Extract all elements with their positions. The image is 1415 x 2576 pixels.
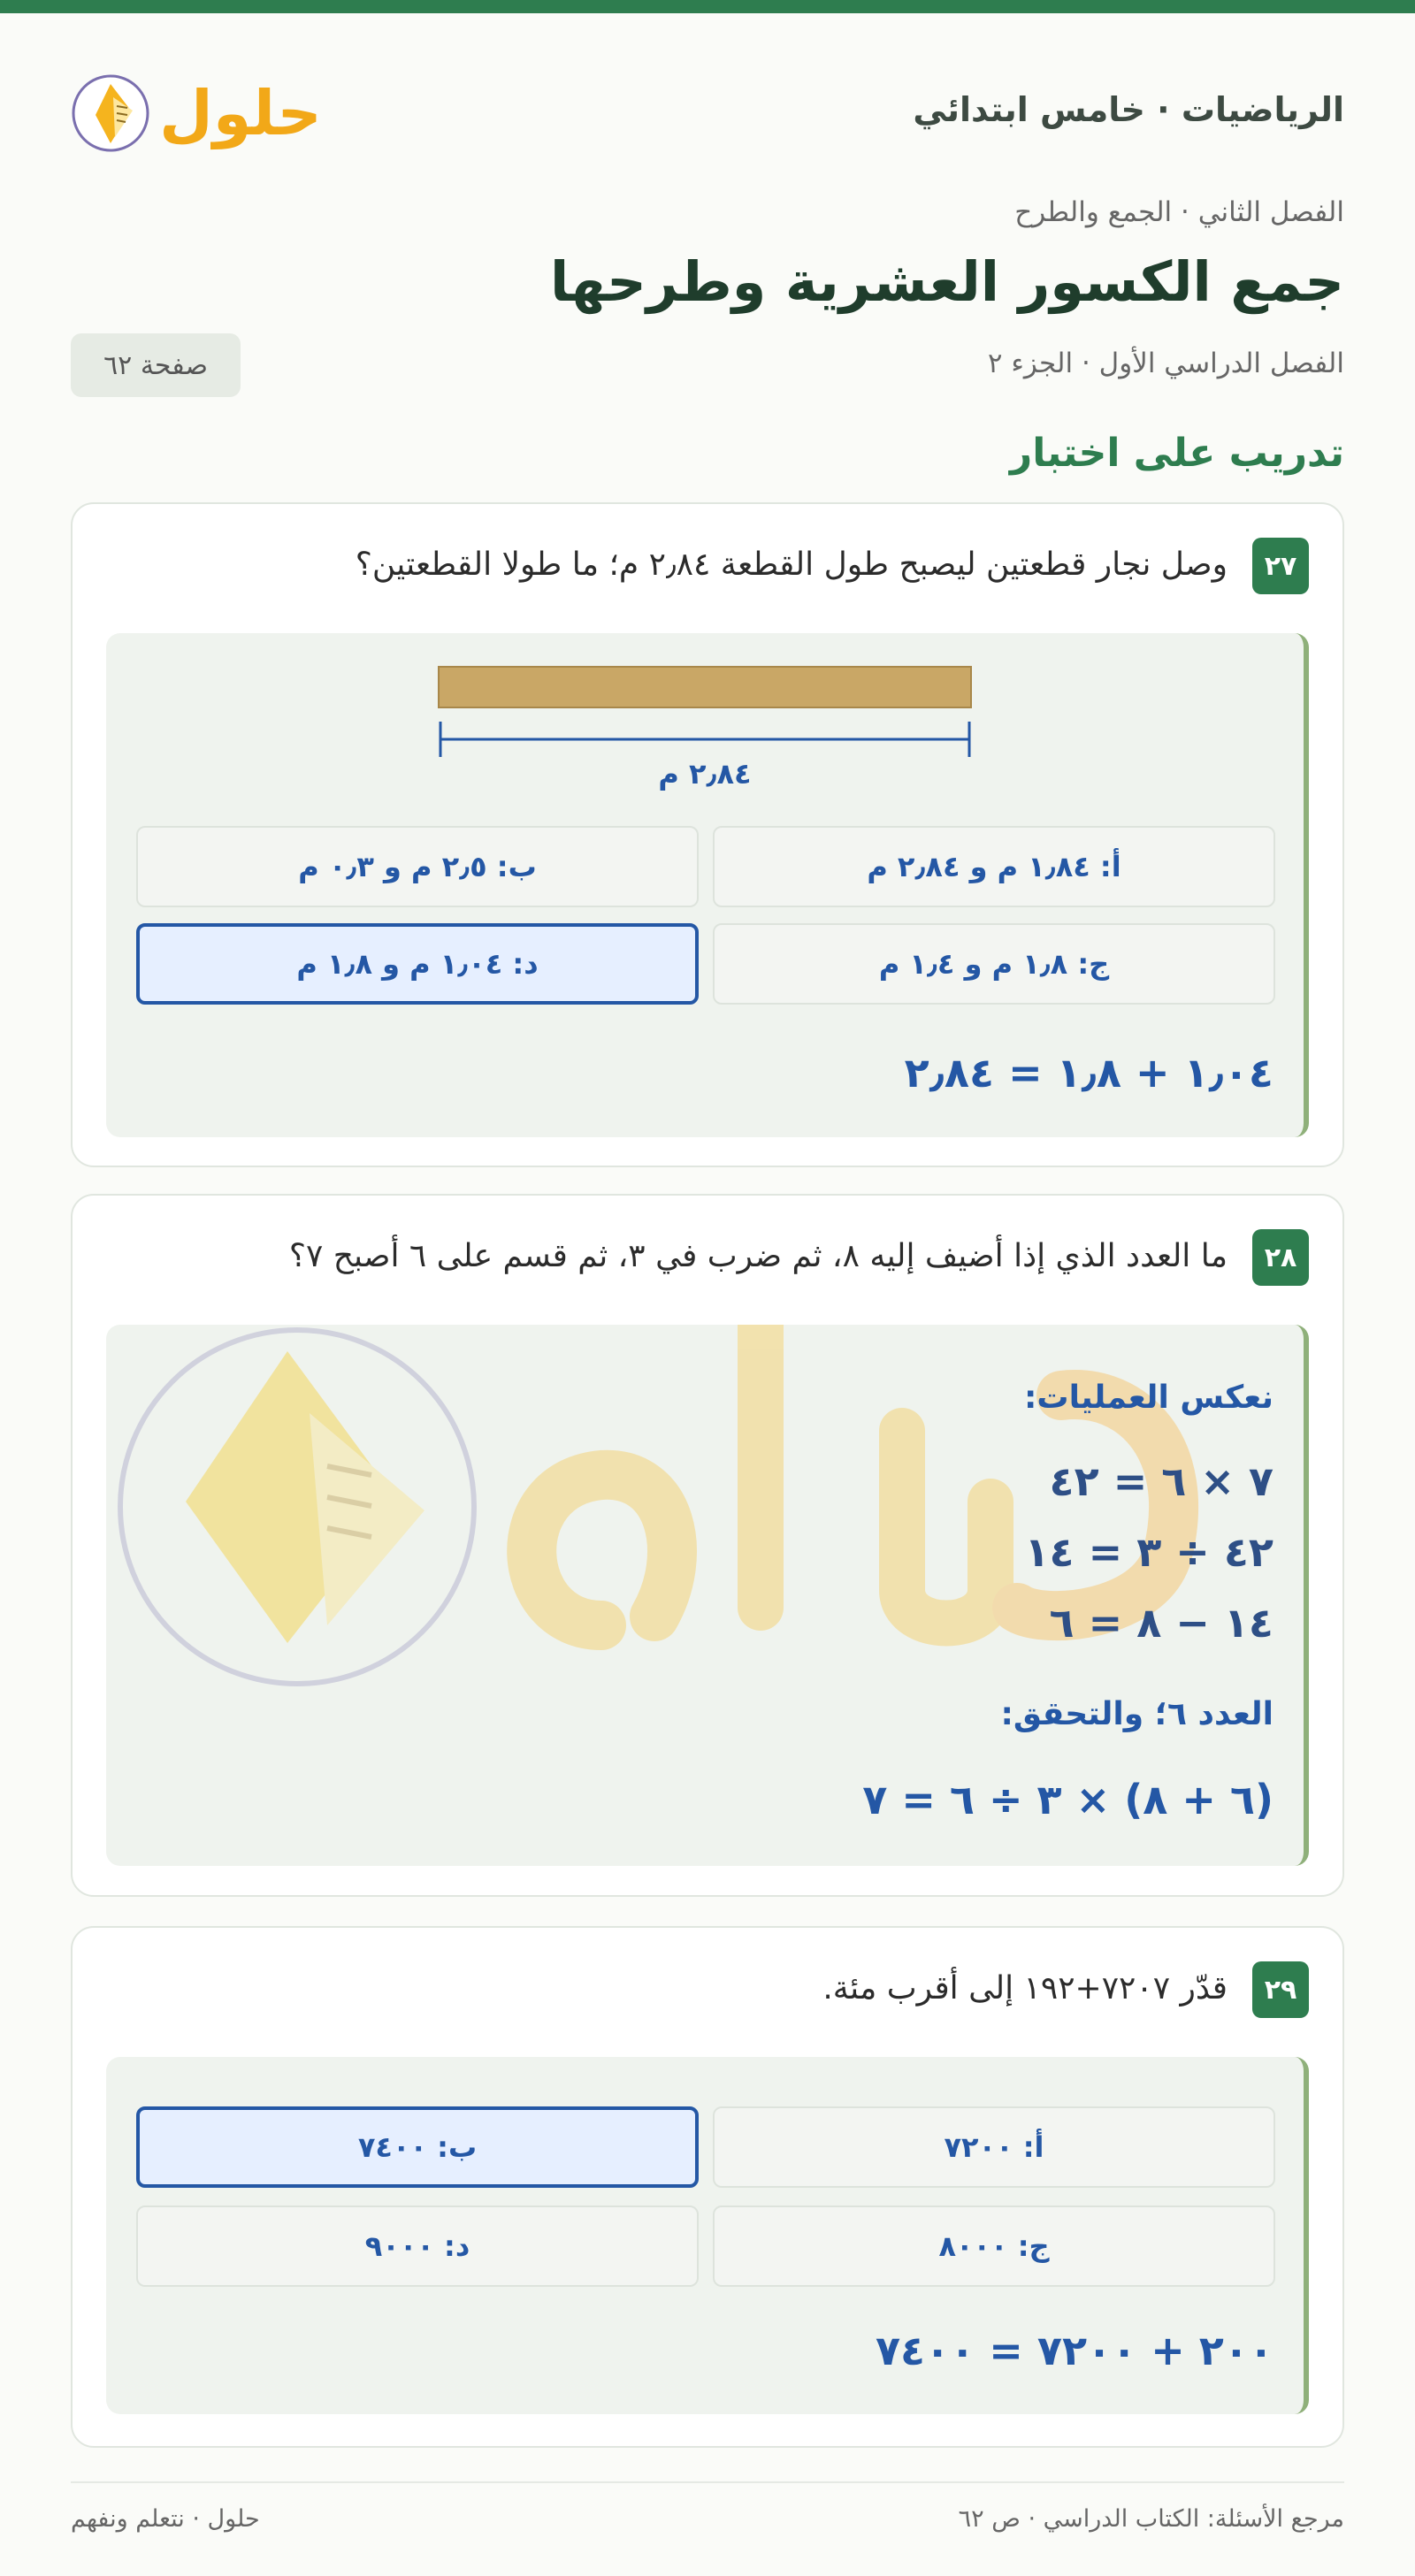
- option-b[interactable]: ب: ٧٤٠٠: [136, 2106, 699, 2188]
- question-panel: [106, 2057, 1309, 2414]
- question-card-29: [71, 1926, 1344, 2448]
- step-1: ٧ × ٦ = ٤٢: [1049, 1457, 1274, 1505]
- question-panel: [106, 633, 1309, 1137]
- chapter-label: الفصل الثاني · الجمع والطرح: [1014, 196, 1344, 228]
- wood-bar: [439, 667, 971, 707]
- option-c[interactable]: ج: ١٫٨ م و ١٫٤ م: [713, 923, 1275, 1005]
- length-diagram: [106, 633, 1282, 792]
- subject-label: الرياضيات · خامس ابتدائي: [913, 90, 1344, 129]
- question-text: ما العدد الذي إذا أضيف إليه ٨، ثم ضرب في ٣، ثم قسم على ٦ أصبح ٧؟: [288, 1238, 1228, 1274]
- step-3: ١٤ − ٨ = ٦: [1049, 1599, 1274, 1647]
- check-equation: (٦ + ٨) × ٣ ÷ ٦ = ٧: [862, 1776, 1274, 1823]
- option-d[interactable]: د: ١٫٠٤ م و ١٫٨ م: [136, 923, 699, 1005]
- answer-equation: ١٫٠٤ + ١٫٨ = ٢٫٨٤: [904, 1049, 1274, 1097]
- term-label: الفصل الدراسي الأول · الجزء ٢: [987, 348, 1344, 379]
- question-panel: [106, 1325, 1309, 1866]
- section-title: تدريب على اختبار: [1009, 431, 1344, 476]
- question-text: قدّر ٧٢٠٧+١٩٢ إلى أقرب مئة.: [822, 1970, 1228, 2007]
- logo-text: حلول: [159, 77, 322, 149]
- question-card-27: [71, 502, 1344, 1167]
- footer-brand: حلول · نتعلم ونفهم: [71, 2505, 260, 2533]
- question-number: ٢٧: [1252, 538, 1309, 594]
- question-number: ٢٩: [1252, 1961, 1309, 2018]
- footer-divider: [71, 2481, 1344, 2483]
- question-card-28: [71, 1194, 1344, 1897]
- top-accent-bar: [0, 0, 1415, 13]
- footer-reference: مرجع الأسئلة: الكتاب الدراسي · ص ٦٢: [958, 2505, 1344, 2533]
- option-a[interactable]: أ: ٧٢٠٠: [713, 2106, 1275, 2188]
- option-a[interactable]: أ: ١٫٨٤ م و ٢٫٨٤ م: [713, 826, 1275, 907]
- steps-label: نعكس العمليات:: [1024, 1380, 1274, 1416]
- question-text: وصل نجار قطعتين ليصبح طول القطعة ٢٫٨٤ م؛ ما طولا القطعتين؟: [355, 547, 1228, 583]
- option-d[interactable]: د: ٩٠٠٠: [136, 2205, 699, 2287]
- answer-equation: ٢٠٠ + ٧٢٠٠ = ٧٤٠٠: [875, 2327, 1274, 2374]
- step-2: ٤٢ ÷ ٣ = ١٤: [1024, 1528, 1274, 1576]
- hulul-logo[interactable]: [71, 62, 327, 159]
- page-header: [71, 62, 1344, 159]
- lesson-title: جمع الكسور العشرية وطرحها: [549, 249, 1344, 314]
- bar-length-label: ٢٫٨٤ م: [658, 757, 752, 791]
- question-number: ٢٨: [1252, 1229, 1309, 1286]
- check-label: العدد ٦؛ والتحقق:: [1000, 1696, 1274, 1732]
- page-badge: صفحة ٦٢: [71, 333, 241, 397]
- option-c[interactable]: ج: ٨٠٠٠: [713, 2205, 1275, 2287]
- option-b[interactable]: ب: ٢٫٥ م و ٠٫٣ م: [136, 826, 699, 907]
